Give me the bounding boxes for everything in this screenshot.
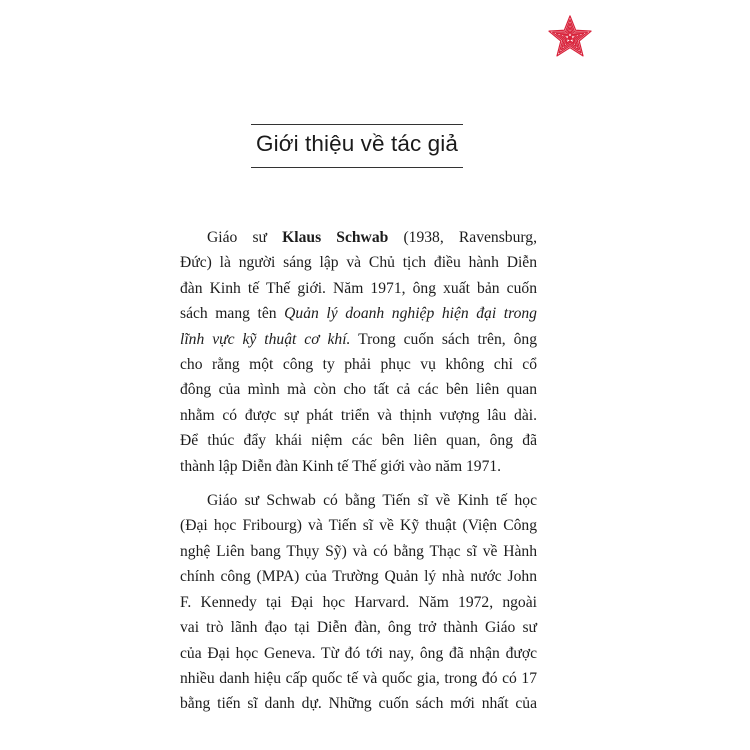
text-run: Đức) là người sáng lập và Chủ tịch điều hành Diễn	[180, 254, 537, 272]
text-run: Giáo sư	[207, 229, 283, 246]
text-run: Để thúc đẩy khái niệm các bên liên quan, ông đã	[180, 432, 537, 450]
text-run: Giáo sư Schwab có bằng Tiến sĩ về Kinh tế học	[207, 492, 537, 510]
text-run: cho rằng một công ty phải phục vụ không chỉ cổ	[180, 356, 537, 374]
star-center	[568, 36, 573, 41]
text-run: nhằm có được sự phát triển và thịnh vượng lâu dài.	[180, 406, 537, 424]
text-run: của Đại học Geneva. Từ đó tới nay, ông đã nhận được	[180, 644, 537, 662]
text-line	[180, 225, 537, 250]
text-line	[180, 513, 537, 538]
text-run: vai trò lãnh đạo tại Diễn đàn, ông trở thành Giáo sư	[180, 619, 537, 637]
text-line	[180, 564, 537, 589]
text-line	[180, 454, 537, 479]
text-run: chính công (MPA) của Trường Quản lý nhà nước John	[180, 568, 537, 586]
text-run: (Đại học Fribourg) và Tiến sĩ về Kỹ thuật (Viện Công	[180, 517, 537, 535]
bold-text: Klaus Schwab	[282, 229, 389, 246]
text-line	[180, 488, 537, 513]
text-line	[180, 666, 537, 691]
italic-text: Quản lý doanh nghiệp hiện đại trong	[284, 305, 537, 323]
title-block	[251, 124, 463, 168]
text-run: thành lập Diễn đàn Kinh tế Thế giới vào năm 1971.	[180, 457, 502, 475]
text-line	[180, 615, 537, 640]
text-line	[180, 301, 537, 326]
star-burst-logo-icon	[546, 14, 594, 62]
text-line	[180, 327, 537, 352]
paragraph	[180, 488, 537, 717]
text-line	[180, 352, 537, 377]
text-run: nhiều danh hiệu cấp quốc tế và quốc gia, trong đó có 17	[180, 669, 537, 687]
text-line	[180, 641, 537, 666]
text-run: F. Kennedy tại Đại học Harvard. Năm 1972, ngoài	[180, 593, 537, 611]
text-line	[180, 428, 537, 453]
text-line	[180, 250, 537, 275]
text-line	[180, 590, 537, 615]
body-text	[180, 225, 537, 726]
text-line	[180, 403, 537, 428]
text-line	[180, 276, 537, 301]
text-line	[180, 539, 537, 564]
text-run: đông của mình mà còn cho tất cả các bên liên quan	[180, 381, 537, 399]
text-run: nghệ Liên bang Thụy Sỹ) và có bằng Thạc sĩ về Hành	[180, 542, 537, 560]
paragraph	[180, 225, 537, 479]
italic-text: lĩnh vực kỹ thuật cơ khí.	[180, 330, 351, 348]
text-run: bằng tiến sĩ danh dự. Những cuốn sách mới nhất của	[180, 695, 537, 713]
text-line	[180, 691, 537, 716]
text-line	[180, 377, 537, 402]
text-run: Trong cuốn sách trên, ông	[350, 330, 537, 348]
page-title: Giới thiệu về tác giả	[256, 131, 458, 156]
text-run: (1938, Ravensburg,	[388, 229, 537, 246]
text-run: sách mang tên	[180, 305, 285, 323]
text-run: đàn Kinh tế Thế giới. Năm 1971, ông xuất bản cuốn	[180, 279, 537, 297]
